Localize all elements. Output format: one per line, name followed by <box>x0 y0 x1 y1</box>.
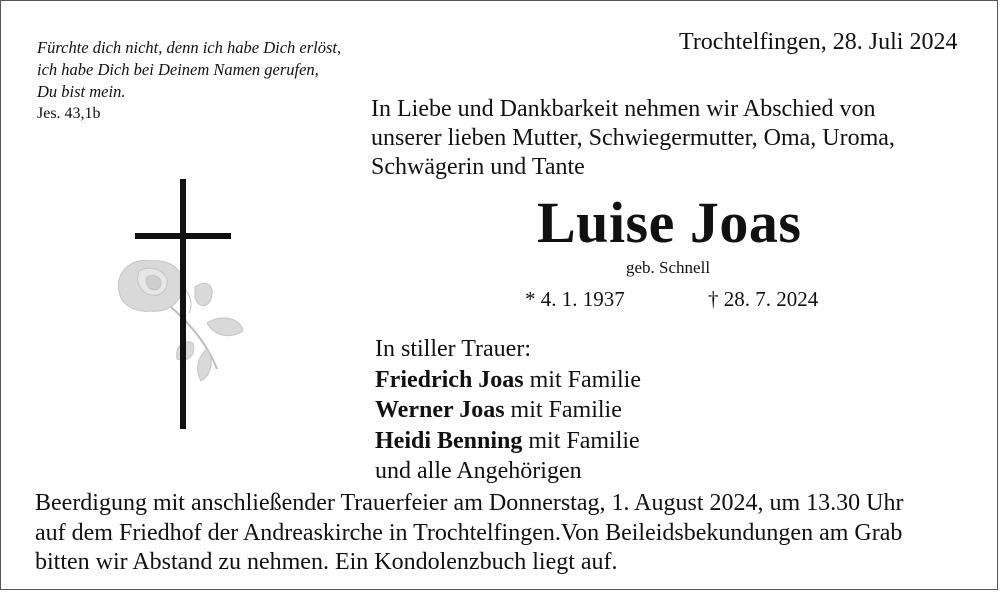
intro-line-3: Schwägerin und Tante <box>371 154 585 180</box>
funeral-line-3: bitten wir Abstand zu nehmen. Ein Kondolenzbuch liegt auf. <box>35 549 618 575</box>
mourner-suffix: mit Familie <box>522 427 640 454</box>
death-date: † 28. 7. 2024 <box>708 287 819 311</box>
birth-date: * 4. 1. 1937 <box>525 287 625 311</box>
mourners-list <box>375 334 641 487</box>
mourner-name: Friedrich Joas <box>375 366 524 393</box>
mourner-name: Heidi Benning <box>375 427 523 454</box>
verse-line-2: ich habe Dich bei Deinem Namen gerufen, <box>37 60 319 79</box>
mourner-entry <box>375 395 641 426</box>
maiden-name: geb. Schnell <box>626 258 711 277</box>
funeral-line-1: Beerdigung mit anschließender Trauerfeier am Donnerstag, 1. August 2024, um 13.30 Uhr <box>35 490 904 516</box>
intro-text <box>371 95 895 182</box>
mourner-name: Werner Joas <box>375 397 505 423</box>
verse-reference: Jes. 43,1b <box>37 105 101 122</box>
bible-verse <box>37 37 341 125</box>
mourners-heading: In stiller Trauer: <box>375 336 531 362</box>
mourner-suffix: mit Familie <box>523 366 641 393</box>
mourner-entry <box>375 365 641 396</box>
funeral-info <box>35 489 904 578</box>
cross-with-rose-icon <box>111 173 261 433</box>
funeral-line-2: auf dem Friedhof der Andreaskirche in Trochtelfingen.Von Beileidsbekundungen am Grab <box>35 519 903 546</box>
place-date: Trochtelfingen, 28. Juli 2024 <box>679 29 958 55</box>
verse-line-1: Fürchte dich nicht, denn ich habe Dich erlöst, <box>37 38 342 57</box>
verse-line-3: Du bist mein. <box>37 82 126 101</box>
intro-line-1: In Liebe und Dankbarkeit nehmen wir Abschied von <box>371 96 876 122</box>
mourners-closing: und alle Angehörigen <box>375 458 582 484</box>
deceased-name: Luise Joas <box>537 190 802 255</box>
intro-line-2: unserer lieben Mutter, Schwiegermutter, Oma, Uroma, <box>371 125 895 151</box>
mourner-suffix: mit Familie <box>504 397 622 423</box>
mourner-entry <box>375 426 641 457</box>
